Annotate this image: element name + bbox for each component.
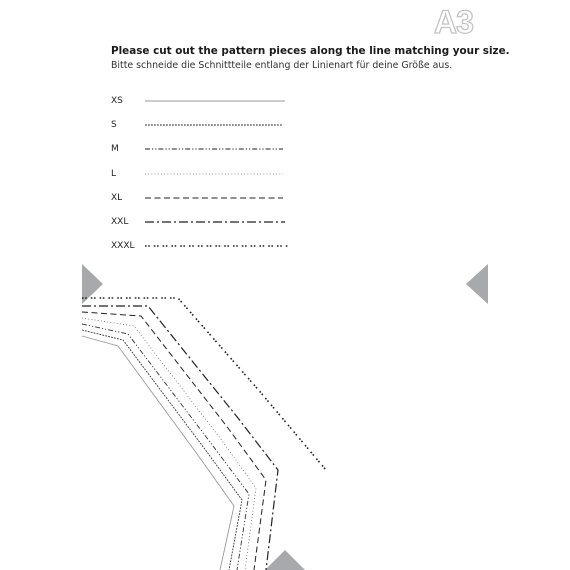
sheet-label: A3 bbox=[434, 4, 473, 40]
cut-line-xl bbox=[82, 312, 266, 570]
legend-label-xxl: XXL bbox=[111, 216, 129, 227]
right-alignment-marker bbox=[466, 264, 488, 304]
legend-label-xl: XL bbox=[111, 192, 123, 203]
cut-line-xs bbox=[82, 336, 234, 570]
legend-label-xs: XS bbox=[111, 96, 123, 106]
instruction-english: Please cut out the pattern pieces along the line matching your size. bbox=[111, 45, 510, 57]
cut-line-l bbox=[82, 318, 256, 570]
cut-line-xxxl bbox=[82, 298, 326, 470]
instruction-german: Bitte schneide die Schnittteile entlang der Linienart für deine Größe aus. bbox=[111, 60, 453, 71]
bottom-alignment-marker bbox=[265, 550, 305, 570]
legend-label-xxxl: XXXL bbox=[111, 241, 135, 252]
cut-line-m bbox=[82, 324, 249, 570]
cut-line-s bbox=[82, 330, 242, 570]
legend-label-l: L bbox=[111, 168, 117, 179]
legend-label-s: S bbox=[111, 120, 117, 131]
legend-label-m: M bbox=[111, 144, 119, 155]
cut-line-xxl bbox=[82, 306, 278, 570]
